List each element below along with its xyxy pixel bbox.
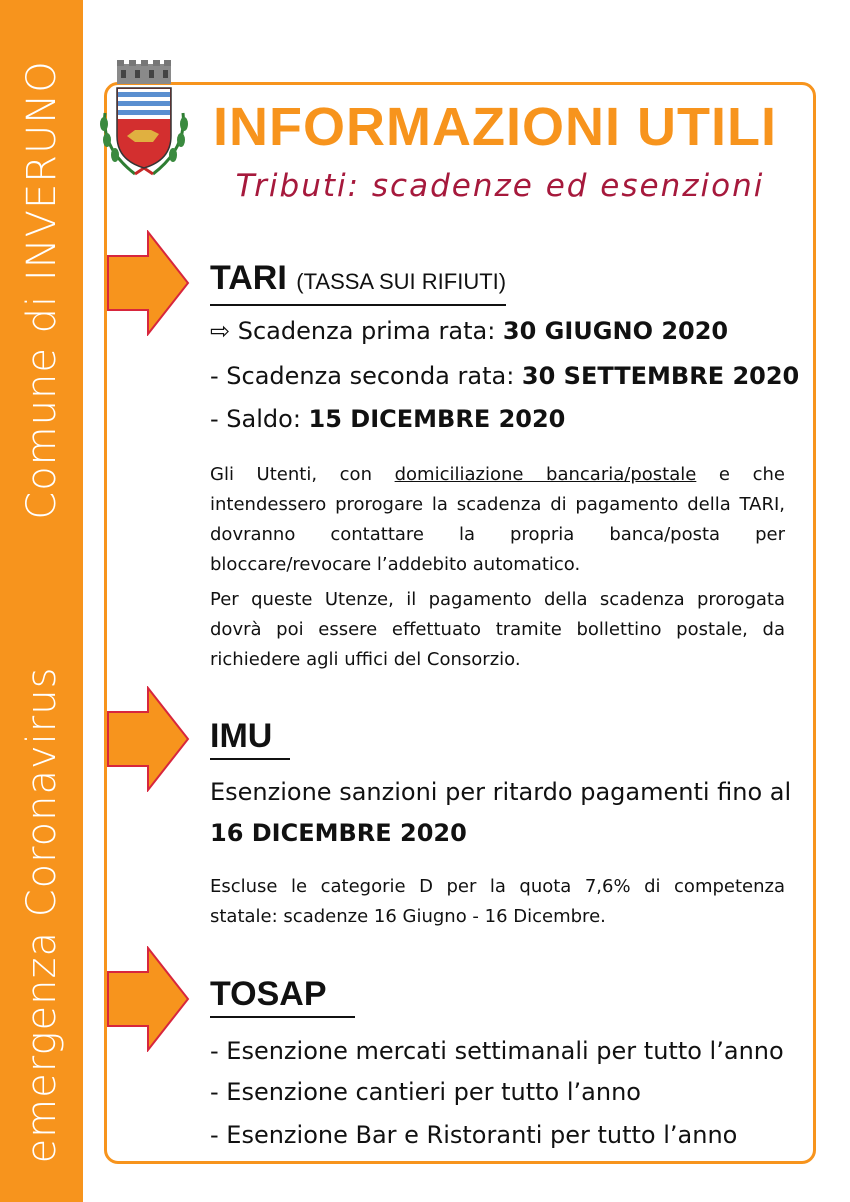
tosap-item-bars: - Esenzione Bar e Ristoranti per tutto l’anno [210,1121,738,1149]
deadline-date: 15 DICEMBRE 2020 [308,405,566,433]
tari-paragraph-payment: Per queste Utenze, il pagamento della scadenza prorogata dovrà poi essere effettuato tramite bollettino postale, da richiedere agli uffici del Consorzio. [210,589,785,670]
tari-title: TARI [210,259,287,297]
page-title: INFORMAZIONI UTILI [213,97,777,157]
deadline-label: Scadenza seconda rata: [226,362,522,390]
tari-heading [210,258,506,306]
tari-deadline-second [210,361,799,391]
imu-date: 16 DICEMBRE 2020 [210,819,467,847]
deadline-date: 30 SETTEMBRE 2020 [521,362,800,390]
deadline-label: Scadenza prima rata: [237,317,503,345]
tosap-item-construction: - Esenzione cantieri per tutto l’anno [210,1078,641,1106]
tosap-item-markets: - Esenzione mercati settimanali per tutto l’anno [210,1037,784,1065]
arrow-right-icon [106,686,190,792]
list-prefix: - [210,405,227,433]
deadline-date: 30 GIUGNO 2020 [502,317,729,345]
arrow-right-icon [106,230,190,336]
coat-of-arms-icon [95,58,193,190]
list-prefix: - [210,362,227,390]
tosap-title: TOSAP [210,975,327,1013]
tari-title-note: (TASSA SUI RIFIUTI) [296,269,507,294]
sidebar-band [0,0,83,1202]
sidebar-emergency-text: emergenza Coronavirus [19,666,65,1164]
deadline-label: Saldo: [226,405,309,433]
imu-title: IMU [210,717,273,755]
sidebar-municipality-text: Comune di INVERUNO [19,60,65,520]
arrow-right-icon [106,946,190,1052]
page-subtitle: Tributi: scadenze ed esenzioni [235,168,765,204]
tari-deadline-balance [210,404,565,434]
tosap-heading [210,974,355,1018]
tari-paragraph-direct-debit [210,460,785,580]
tari-deadline-first [210,316,728,346]
imu-paragraph: Escluse le categorie D per la quota 7,6% di competenza statale: scadenze 16 Giugno - 16 Dicembre. [210,876,785,927]
tari-para-emphasis: domiciliazione bancaria/postale [394,464,697,485]
imu-exemption-date [210,818,467,848]
list-prefix: ⇨ [210,317,238,345]
tari-para-end: e che intendessero prorogare la scadenza di pagamento della TARI, dovranno contattare la propria banca/posta per bloccare/revocare l’addebito automatico. [210,464,785,575]
imu-exemption-line: Esenzione sanzioni per ritardo pagamenti fino al [210,778,792,806]
tari-para-start: Gli Utenti, con [210,464,395,485]
imu-heading [210,716,290,760]
